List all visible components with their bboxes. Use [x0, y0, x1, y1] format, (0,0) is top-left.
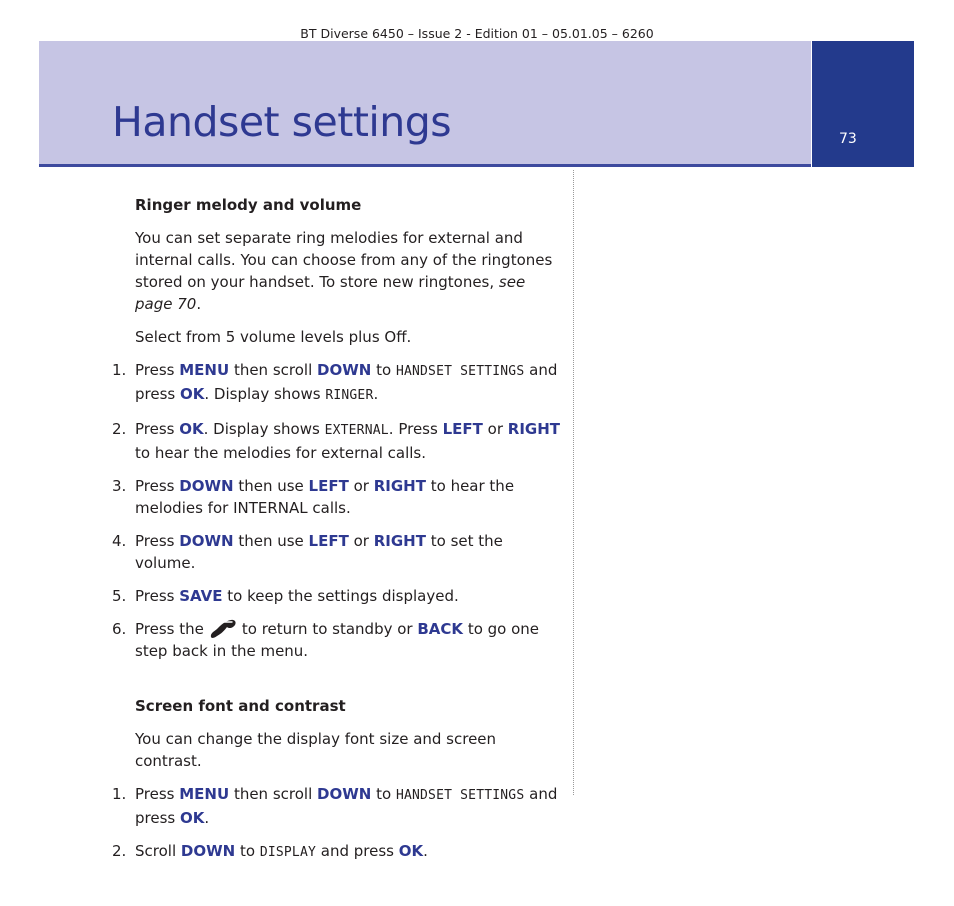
display-text: DISPLAY [259, 845, 316, 860]
ok-key-label: OK [179, 420, 204, 438]
back-key-label: BACK [417, 620, 464, 638]
down-key-label: DOWN [179, 477, 234, 495]
down-key-label: DOWN [179, 532, 234, 550]
ok-key-label: OK [180, 809, 205, 827]
ok-key-label: OK [398, 842, 424, 860]
screen-heading: Screen font and contrast [135, 697, 346, 715]
ringer-step-3: 3. Press DOWN then use LEFT or RIGHT to hear the melodies for INTERNAL calls. [112, 477, 515, 517]
phone-end-key-icon [208, 618, 238, 640]
ringer-step-2: 2. Press OK. Display shows EXTERNAL. Press LEFT or RIGHT to hear the melodies for external calls. [112, 420, 561, 462]
display-text: HANDSET SETTINGS [395, 788, 525, 803]
right-key-label: RIGHT [373, 477, 426, 495]
display-text: HANDSET SETTINGS [395, 364, 525, 379]
ringer-intro: You can set separate ring melodies for external and internal calls. You can choose from any of the ringtones stored on your handset. To store new ringtones, see page 70. [135, 229, 553, 313]
ringer-step-5: 5. Press SAVE to keep the settings displayed. [112, 587, 459, 605]
screen-step-2: 2. Scroll DOWN to DISPLAY and press OK. [112, 842, 428, 860]
page-number-tab [812, 41, 914, 167]
display-text: EXTERNAL [324, 423, 389, 438]
ringer-step-6: 6. Press the to return to standby or BACK to go one step back in the menu. [112, 620, 540, 660]
menu-key-label: MENU [179, 785, 230, 803]
left-key-label: LEFT [308, 477, 349, 495]
running-head: BT Diverse 6450 – Issue 2 - Edition 01 – 05.01.05 – 6260 [300, 26, 654, 41]
left-key-label: LEFT [308, 532, 349, 550]
ok-key-label: OK [180, 385, 205, 403]
page-reference: see page 70 [135, 273, 526, 313]
right-key-label: RIGHT [373, 532, 426, 550]
ringer-heading: Ringer melody and volume [135, 196, 362, 214]
volume-note: Select from 5 volume levels plus Off. [135, 328, 412, 346]
down-key-label: DOWN [317, 361, 372, 379]
right-key-label: RIGHT [507, 420, 561, 438]
main-column [112, 194, 562, 864]
screen-intro: You can change the display font size and screen contrast. [135, 730, 497, 770]
ringer-step-1: 1. Press MENU then scroll DOWN to HANDSET SETTINGS and press OK. Display shows RINGER. [112, 361, 558, 403]
page-number: 73 [839, 131, 857, 147]
menu-key-label: MENU [179, 361, 230, 379]
ringer-step-4: 4. Press DOWN then use LEFT or RIGHT to set the volume. [112, 532, 503, 572]
down-key-label: DOWN [180, 842, 236, 860]
down-key-label: DOWN [317, 785, 372, 803]
screen-step-1: 1. Press MENU then scroll DOWN to HANDSET SETTINGS and press OK. [112, 785, 558, 827]
banner-rule [39, 164, 811, 167]
display-text: RINGER [325, 388, 374, 403]
left-key-label: LEFT [442, 420, 483, 438]
save-key-label: SAVE [179, 587, 223, 605]
column-divider [573, 170, 574, 795]
page-title: Handset settings [112, 98, 452, 146]
